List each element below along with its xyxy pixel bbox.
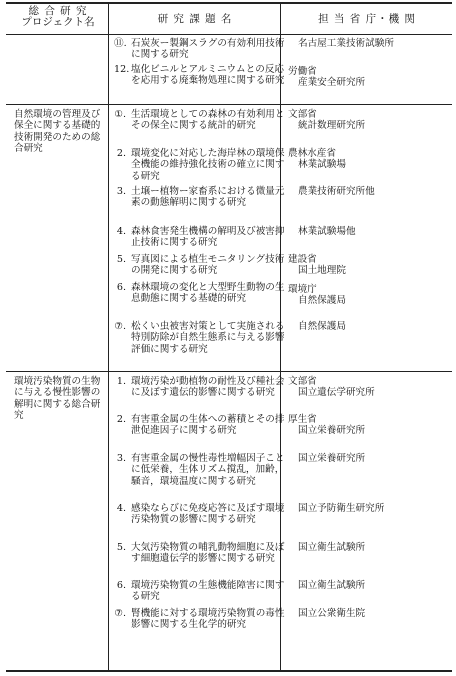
item-title: 有害重金属の慢性毒性増幅因子ことに低栄養，生体リズム撹乱，加齢，騒音，環境温度に関する研究 — [131, 453, 285, 487]
item-title: 森林環境の変化と大型野生動物の生息動態に関する基礎的研究 — [131, 282, 285, 305]
project-name: 自然環境の管理及び保全に関する基礎的技術開発のための総合研究 — [14, 109, 101, 154]
item-number: 3. — [116, 186, 126, 197]
item-title: 生活環境としての森林の有効利用とその保全に関する統計的研究 — [131, 109, 285, 132]
item-number: ⑦. — [114, 608, 126, 619]
header-project — [10, 6, 106, 28]
item-number: ⑦. — [114, 321, 126, 332]
item-title: 石炭灰ー製鋼スラグの有効利用技術に関する研究 — [131, 38, 285, 61]
header-project-line1: 総 合 研 究 — [28, 5, 88, 17]
item-agency: 名古屋工業技術試験所 — [298, 38, 394, 49]
item-agency: 厚生省 国立栄養研究所 — [288, 414, 366, 437]
item-agency: 国立公衆衛生院 — [298, 608, 366, 619]
item-title: 写真図による植生モニタリング技術の開発に関する研究 — [131, 254, 285, 277]
item-title: 環境変化に対応した海岸林の環境保全機能の維持強化技術の確立に関する研究 — [131, 148, 285, 182]
item-agency: 自然保護局 — [298, 321, 346, 332]
item-agency: 労働省 産業安全研究所 — [288, 66, 366, 89]
item-title: 環境汚染物質の生態機能障害に関する研究 — [131, 580, 285, 603]
item-title: 大気汚染物質の哺乳動物細胞に及ぼす細胞遺伝学的影響に関する研究 — [131, 542, 285, 565]
section-rule-1 — [6, 104, 452, 105]
item-number: ①. — [114, 109, 126, 120]
item-agency: 文部省 統計数理研究所 — [288, 109, 366, 132]
item-number: 5. — [116, 542, 126, 553]
item-title: 環境汚染が動植物の耐性及び種社会に及ぼす遺伝的影響に関する研究 — [131, 376, 285, 399]
item-number: 1. — [116, 376, 126, 387]
item-agency: 国立栄養研究所 — [298, 453, 366, 464]
project-name: 環境汚染物質の生物に与える慢性影響の解明に関する総合研究 — [14, 376, 101, 421]
item-number: 3. — [116, 453, 126, 464]
item-agency: 農業技術研究所他 — [298, 186, 375, 197]
item-number: 6. — [116, 580, 126, 591]
item-title: 感染ならびに免疫応答に及ぼす環境汚染物質の影響に関する研究 — [131, 503, 285, 526]
item-agency: 国立衛生試験所 — [298, 542, 366, 553]
top-rule — [6, 2, 452, 4]
item-agency: 文部省 国立遺伝学研究所 — [288, 376, 375, 399]
item-title: 松くい虫被害対策として実施される特別防除が自然生態系に与える影響評価に関する研究 — [131, 321, 285, 355]
header-rule — [6, 34, 452, 35]
section-rule-2 — [6, 371, 452, 372]
item-title: 森林食害発生機構の解明及び被害抑止技術に関する研究 — [131, 226, 285, 249]
item-agency: 環境庁 自然保護局 — [288, 284, 346, 307]
item-title: 腎機能に対する環境汚染物質の毒性影響に関する生化学的研究 — [131, 608, 285, 631]
item-title: 土壌ー植物ー家畜系における微量元素の動態解明に関する研究 — [131, 186, 285, 209]
header-project-line2: プロジェクト名 — [21, 16, 95, 28]
item-agency: 国立衛生試験所 — [298, 580, 366, 591]
item-number: 5. — [116, 254, 126, 265]
header-agency: 担 当 省 庁・機 関 — [318, 13, 416, 25]
bottom-rule — [6, 670, 452, 672]
item-agency: 農林水産省 林業試験場 — [288, 148, 346, 171]
item-agency: 林業試験場他 — [298, 226, 356, 237]
header-research: 研 究 課 題 名 — [157, 13, 233, 25]
item-number: 12. — [114, 64, 130, 75]
item-number: 2. — [116, 414, 126, 425]
item-number: 2. — [116, 148, 126, 159]
item-title: 塩化ビニルとアルミニウムとの反応を応用する廃棄物処理に関する研究 — [131, 64, 285, 87]
item-number: 4. — [116, 226, 126, 237]
item-number: 4. — [116, 503, 126, 514]
column-divider-1 — [108, 2, 109, 671]
item-agency: 国立予防衛生研究所 — [298, 503, 385, 514]
item-number: ⑪. — [114, 38, 127, 49]
item-number: 6. — [116, 282, 126, 293]
item-title: 有害重金属の生体への蓄積とその排泄促進因子に関する研究 — [131, 414, 285, 437]
item-agency: 建設省 国土地理院 — [288, 254, 346, 277]
